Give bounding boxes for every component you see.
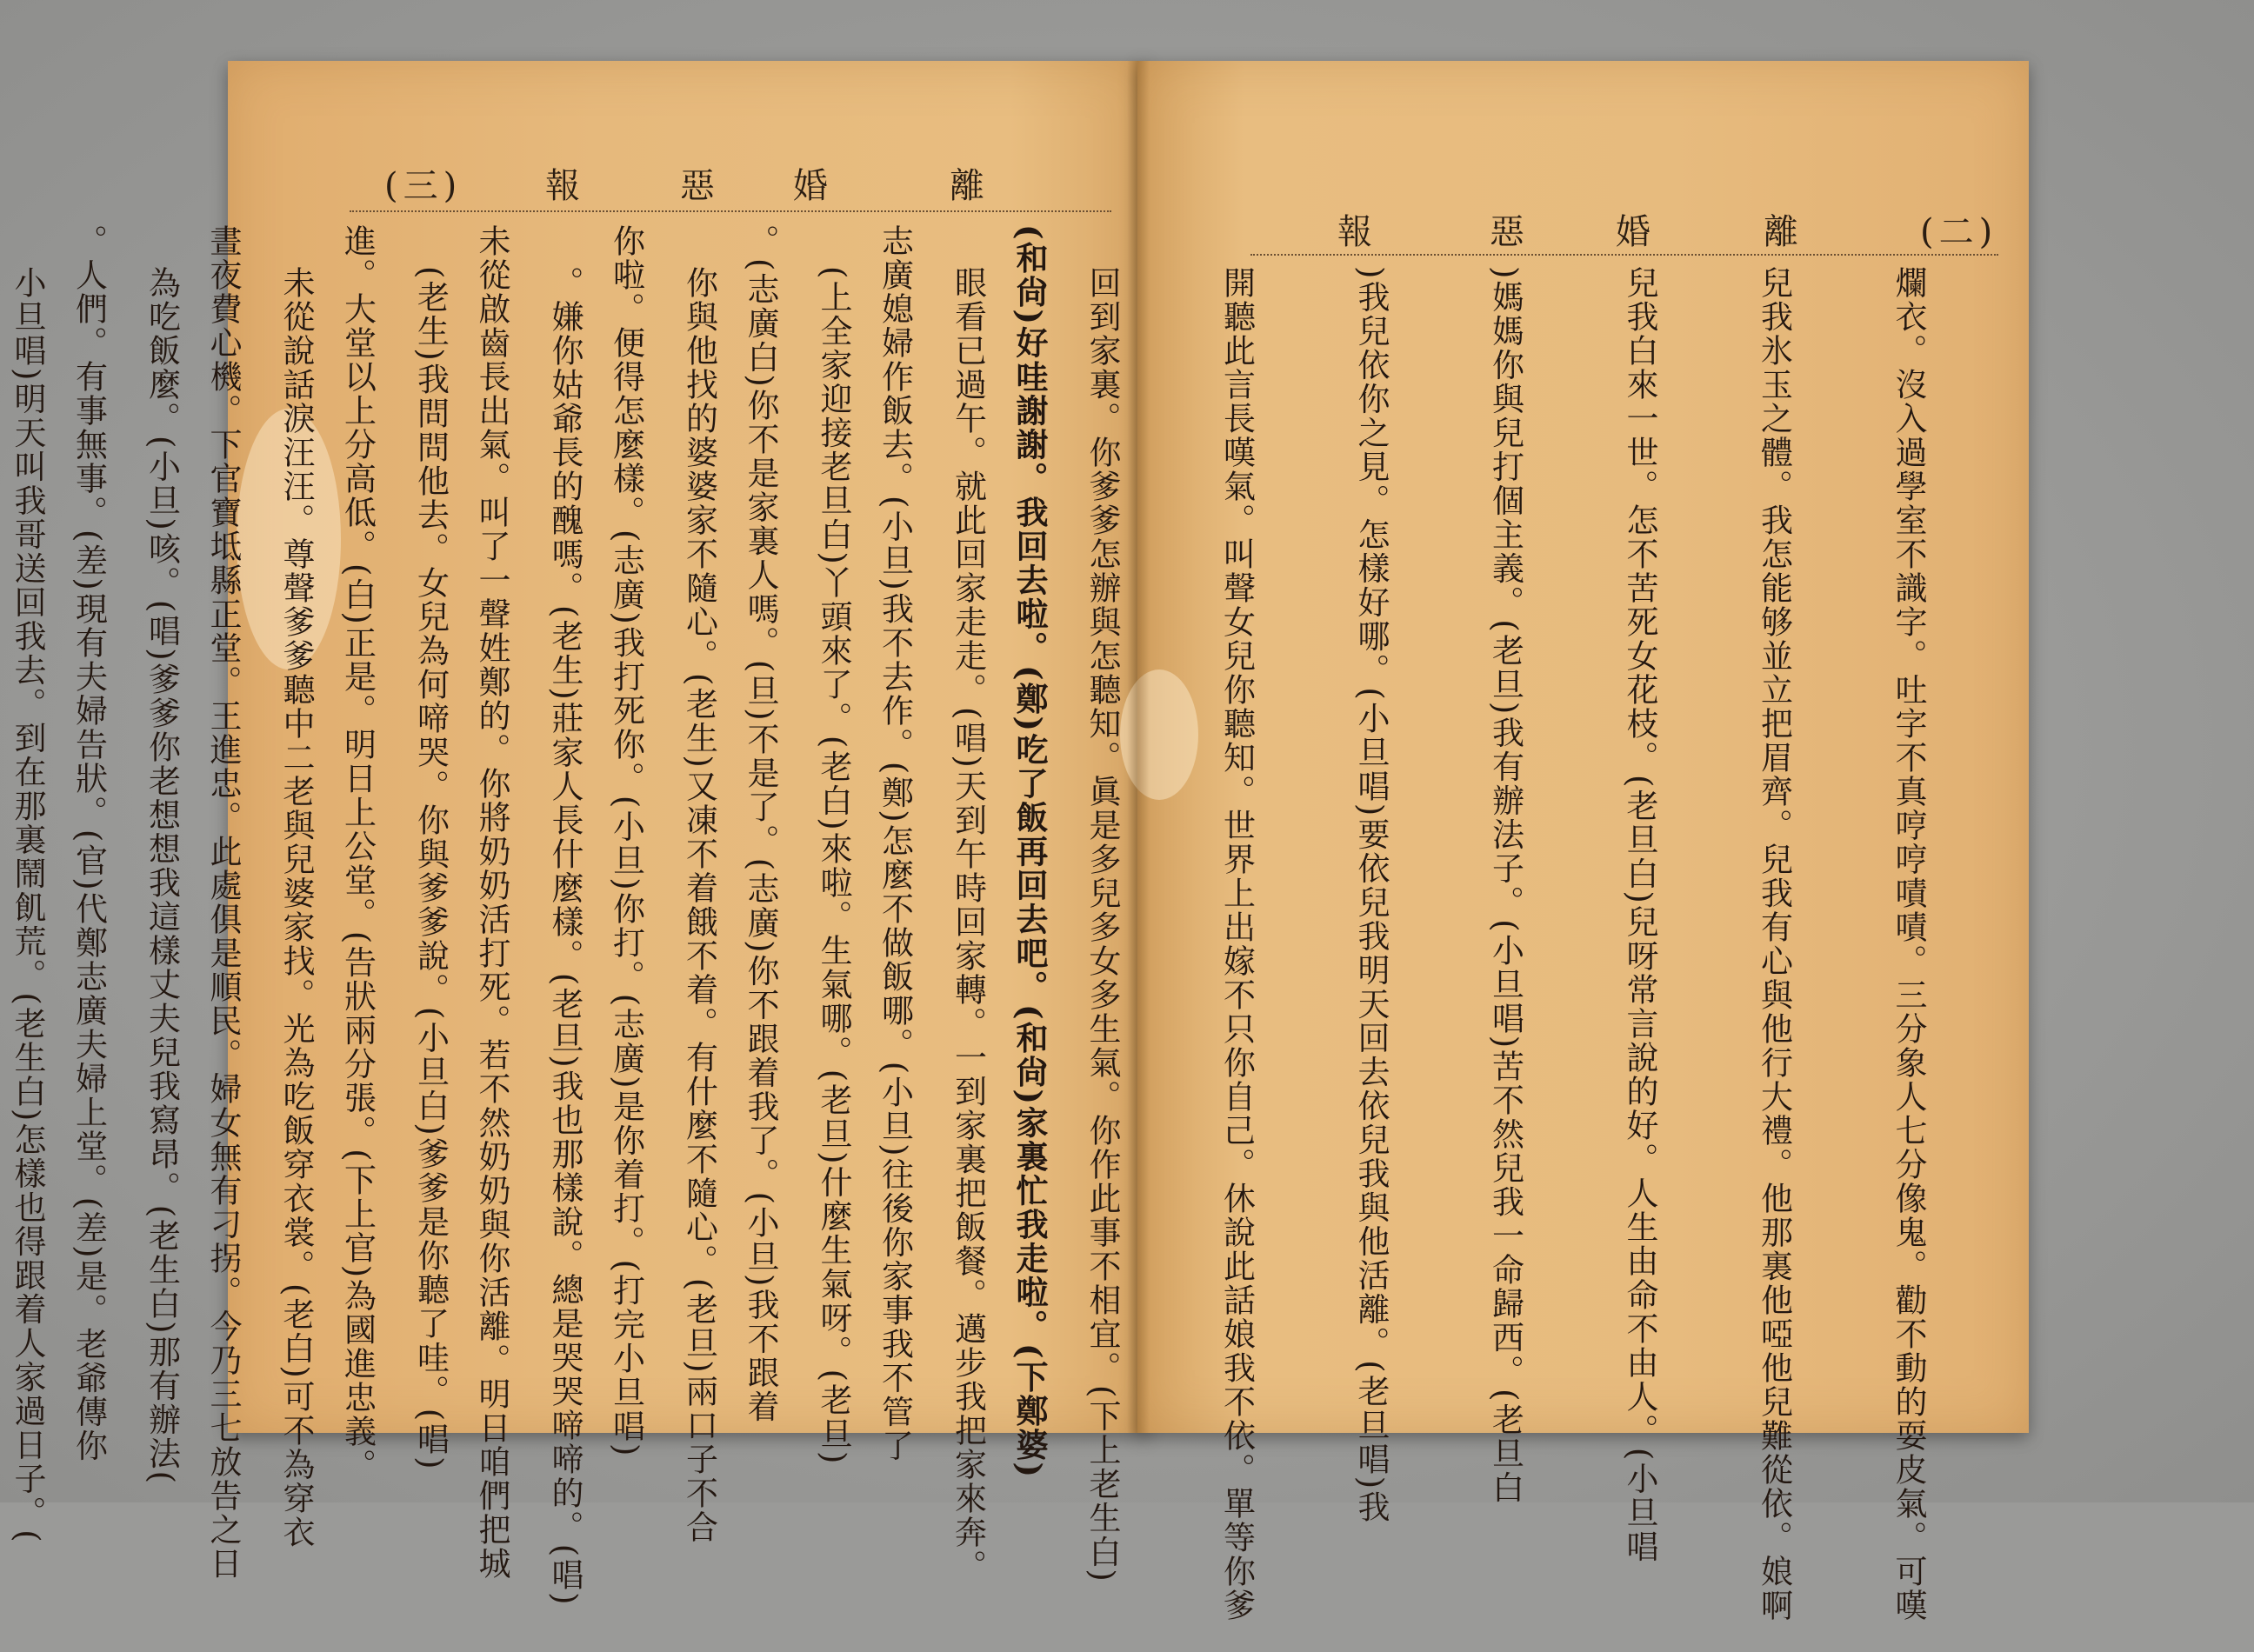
text-column: 為吃飯麼。(小旦)咳。(唱)爹爹你老想想我這樣丈夫兒我寫昂。(老生白)那有辦法( xyxy=(143,266,181,1486)
left-title-char: 婚 xyxy=(793,166,830,206)
text-column: 未從說話淚汪汪。尊聲爹爹聽中二老與兒婆家找。光為吃飯穿衣裳。(老白)可不為穿衣 xyxy=(277,266,315,1549)
text-column: 晝夜費心機。下官寶坻縣正堂。王進忠。此處俱是順民。婦女無有刁拐。今乃三七放告之日 xyxy=(204,224,242,1581)
text-column: 眼看已過午。就此回家走走。(唱)天到午時回家轉。一到家裏把飯餐。邁步我把家來奔。 xyxy=(949,266,987,1583)
right-title-char: 離 xyxy=(1764,212,1800,252)
text-column: 回到家裏。你爹爹怎辦與怎聽知。眞是多兒多女多生氣。你作此事不相宜。(下上老生白) xyxy=(1084,266,1121,1583)
left-title-char: 報 xyxy=(545,166,582,206)
right-page-header xyxy=(1311,204,2007,250)
text-column: 小旦唱)明天叫我哥送回我去。到在那裏鬧飢荒。(老生白)怎樣也得跟着人家過日子。( xyxy=(9,266,46,1544)
text-column: (老生)我問問他去。女兒為何啼哭。你與爹爹說。(小旦白)爹爹是你聽了哇。(唱) xyxy=(411,266,450,1471)
left-header-rule xyxy=(350,210,1111,212)
text-column: 未從啟齒長出氣。叫了一聲姓鄭的。你將奶奶活打死。若不然奶奶與你活離。明日咱們把城 xyxy=(473,224,510,1581)
right-title-char: 惡 xyxy=(1490,212,1526,252)
book-gutter xyxy=(1127,61,1150,1433)
left-page-header xyxy=(384,158,1106,206)
text-column: (和尙)好哇謝謝。我回去啦。(鄭)吃了飯再回去吧。(和尙)家裏忙我走啦。(下鄭婆) xyxy=(1010,224,1049,1480)
right-header-rule xyxy=(1250,254,1998,256)
text-column: 爛衣。沒入過學室不識字。吐字不真哼哼嘖嘖。三分象人七分像鬼。勸不動的耍皮氣。可嘆 xyxy=(1890,266,1927,1622)
text-column: 。嫌你姑爺長的醜嗎。(老生)莊家人長什麼樣。(老旦)我也那樣說。總是哭哭啼啼的。(唱) xyxy=(546,266,584,1607)
text-column: )媽媽你與兒打個主義。(老旦)我有辦法子。(小旦唱)苦不然兒我一命歸西。(老旦白 xyxy=(1486,266,1524,1505)
left-title-char: 惡 xyxy=(680,166,717,206)
right-page-number: (二) xyxy=(1920,212,1998,252)
right-title-char: 婚 xyxy=(1616,212,1652,252)
left-page-number: (三) xyxy=(384,166,463,206)
text-column: (上全家迎接老旦白)丫頭來了。(老白)來啦。生氣哪。(老旦)什麼生氣呀。(老旦) xyxy=(815,266,852,1466)
text-column: )我兒依你之見。怎樣好哪。(小旦唱)要依兒我明天回去依兒我與他活離。(老旦唱)我 xyxy=(1352,266,1390,1525)
text-column: 你與他找的婆婆家不隨心。(老生)又凍不着餓不着。有什麼不隨心。(老旦)兩口子不合 xyxy=(680,266,718,1544)
text-column: 兒我氷玉之體。我怎能够並立把眉齊。兒我有心與他行大禮。他那裏他啞他兒難從依。娘啊 xyxy=(1755,266,1793,1622)
left-title-char: 離 xyxy=(950,166,986,206)
text-column: 開聽此言長嘆氣。叫聲女兒你聽知。世界上出嫁不只你自己。休說此話娘我不依。單等你爹 xyxy=(1217,266,1256,1622)
right-title-char: 報 xyxy=(1337,212,1374,252)
text-column: 兒我白來一世。怎不苦死女花枝。(老旦白)兒呀常言說的好。人生由命不由人。(小旦唱 xyxy=(1621,266,1658,1564)
text-column: 你啦。便得怎麼樣。(志廣)我打死你。(小旦)你打。(志廣)是你着打。(打完小旦唱) xyxy=(607,224,645,1458)
text-column: 。(志廣白)你不是家裏人嗎。(旦)不是了。(志廣)你不跟着我了。(小旦)我不跟着 xyxy=(742,224,779,1424)
text-column: 志廣媳婦作飯去。(小旦)我不去作。(鄭)怎麼不做飯哪。(小旦)往後你家事我不管了 xyxy=(876,224,914,1463)
text-column: 。人們。有事無事。(差)現有夫婦告狀。(官)代鄭志廣夫婦上堂。(差)是。老爺傳你 xyxy=(70,224,108,1463)
text-column: 進。大堂以上分高低。(白)正是。明日上公堂。(告狀兩分張。(下上官)為國進忠義。 xyxy=(338,224,377,1483)
